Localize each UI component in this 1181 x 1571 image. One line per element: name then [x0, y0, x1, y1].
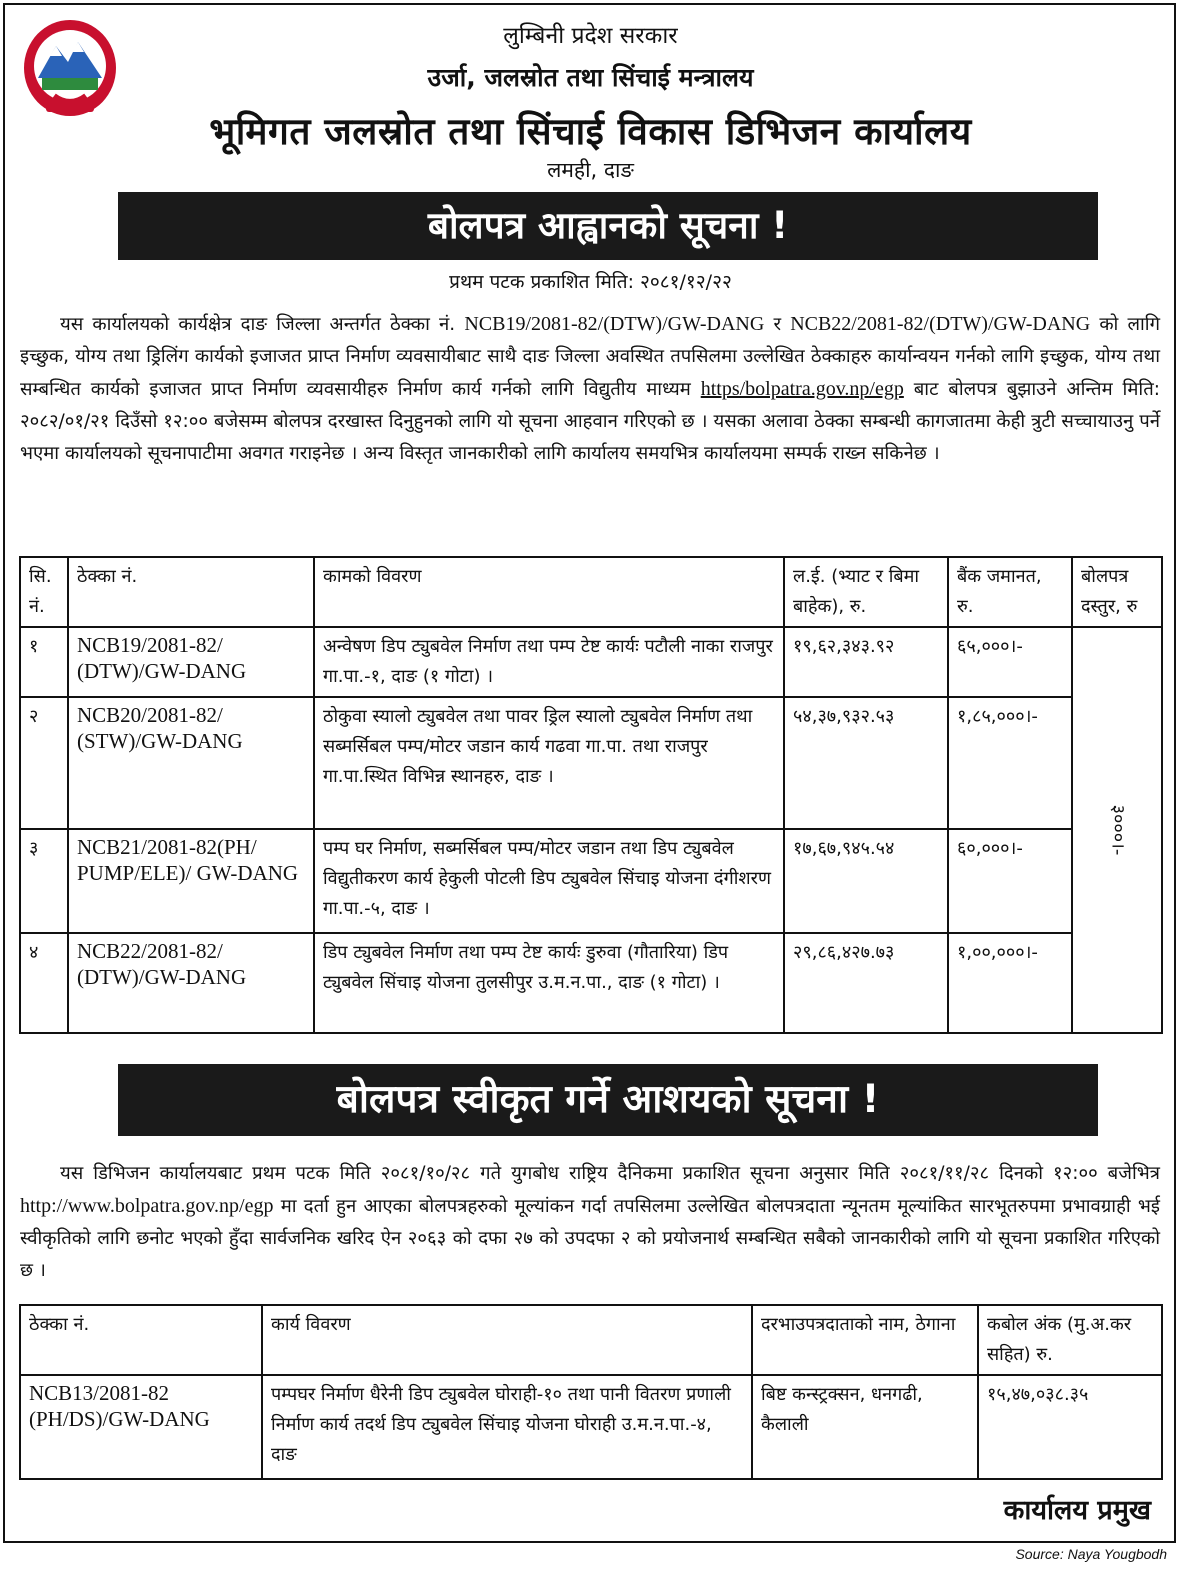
table-header-row: [20, 557, 1162, 627]
ministry-name: उर्जा, जलस्रोत तथा सिंचाई मन्त्रालय: [427, 63, 754, 92]
tender-notice-title: बोलपत्र आह्वानको सूचना !: [118, 192, 1098, 260]
contract-ref: NCB22/2081-82/(DTW)/GW-DANG: [790, 313, 1091, 335]
office-name: भूमिगत जलस्रोत तथा सिंचाई विकास डिभिजन कार्यालय: [209, 110, 972, 153]
acceptance-notice-body: यस डिभिजन कार्यालयबाट प्रथम पटक मिति २०८१/१०/२८ गते युगबोध राष्ट्रिय दैनिकमा प्रकाशित सूचना अनुसार मिति २०८१/११/२८ दिनको १२:०० बजेभित्र http://www.bolpatra.gov.np/egp मा दर्ता हुन आएका बोलपत्रहरुको मूल्यांकन गर्दा तपसिलमा उल्लेखित बोलपत्रदाता न्यूनतम मूल्यांकित सारभूतरुपमा प्रभावग्राही भई स्वीकृतिको लागि छनोट भएकाे हुँदा सार्वजनिक खरिद ऐन २०६३ को दफा २७ को उपदफा २ को प्रयोजनार्थ सम्बन्धित सबैको जानकारीको लागि यो सूचना प्रकाशित गरिएको छ ।: [20, 1163, 1160, 1281]
col-header: ल.ई. (भ्याट र बिमा बाहेक), रु.: [784, 557, 948, 627]
col-header: दरभाउपत्रदाताको नाम, ठेगाना: [752, 1305, 978, 1375]
egp-link[interactable]: http://www.bolpatra.gov.np/egp: [20, 1195, 274, 1217]
contract-ref: NCB19/2081-82/(DTW)/GW-DANG: [464, 313, 765, 335]
award-table: [19, 1304, 1163, 1480]
table-row: ३ NCB21/2081-82(PH/ PUMP/ELE)/ GW-DANG पम्प घर निर्माण, सब्मर्सिबल पम्प/मोटर जडान तथा डिप ट्युबवेल विद्युतीकरण कार्य हेकुली पोटली डिप ट्युबवेल सिंचाइ योजना दंगीशरण गा.पा.-५, दाङ । १७,६७,९४५.५४ ६०,०००।-: [20, 829, 1162, 933]
col-header: कामको विवरण: [314, 557, 784, 627]
office-location: लमही, दाङ: [547, 158, 634, 182]
egp-link[interactable]: https/bolpatra.gov.np/egp: [700, 378, 904, 400]
col-header: ठेक्का नं.: [20, 1305, 262, 1375]
table-header-row: [20, 1305, 1162, 1375]
table-row: २ NCB20/2081-82/ (STW)/GW-DANG ठोकुवा स्यालो ट्युबवेल तथा पावर ड्रिल स्यालो ट्युबवेल निर्माण तथा सब्मर्सिबल पम्प/मोटर जडान कार्य गढवा गा.पा. तथा राजपुर गा.पा.स्थित विभिन्न स्थानहरु, दाङ । ५४,३७,९३२.५३ १,८५,०००।-: [20, 697, 1162, 829]
col-header: ठेक्का नं.: [68, 557, 314, 627]
tender-fee: ३०००।-: [1072, 627, 1162, 1033]
col-header: कार्य विवरण: [262, 1305, 752, 1375]
col-header: बैंक जमानत, रु.: [948, 557, 1072, 627]
table-row: ४ NCB22/2081-82/ (DTW)/GW-DANG डिप ट्युबवेल निर्माण तथा पम्प टेष्ट कार्यः डुरुवा (गौतारिया) डिप ट्युबवेल सिंचाइ योजना तुलसीपुर उ.म.न.पा., दाङ (१ गोटा) । २९,८६,४२७.७३ १,००,०००।-: [20, 933, 1162, 1033]
table-row: NCB13/2081-82 (PH/DS)/GW-DANG पम्पघर निर्माण धैरेनी डिप ट्युबवेल घोराही-१० तथा पानी वितरण प्रणाली निर्माण कार्य तदर्थ डिप ट्युबवेल सिंचाइ योजना घोराही उ.म.न.पा.-४, दाङ बिष्ट कन्स्ट्रक्सन, धनगढी, कैलाली १५,४७,०३८.३५: [20, 1375, 1162, 1479]
table-row: १ NCB19/2081-82/ (DTW)/GW-DANG अन्वेषण डिप ट्युबवेल निर्माण तथा पम्प टेष्ट कार्यः पटौली नाका राजपुर गा.पा.-१, दाङ (१ गोटा) । १९,६२,३४३.९२ ६५,०००।- ३०००।-: [20, 627, 1162, 697]
publish-date: प्रथम पटक प्रकाशित मिति: २०८१/१२/२२: [449, 271, 732, 293]
signature: कार्यालय प्रमुख: [1003, 1495, 1151, 1526]
source-credit: Source: Naya Yougbodh: [1015, 1546, 1167, 1562]
col-header: सि. नं.: [20, 557, 68, 627]
tender-notice-body: यस कार्यालयको कार्यक्षेत्र दाङ जिल्ला अन्तर्गत ठेक्का नं. NCB19/2081-82/(DTW)/GW-DANG र NCB22/2081-82/(DTW)/GW-DANG को लागि इच्छुक, योग्य तथा ड्रिलिंग कार्यको इजाजत प्राप्त निर्माण व्यवसायीबाट साथै दाङ जिल्ला अवस्थित तपसिलमा उल्लेखित ठेक्काहरु कार्यान्वयन गर्नको लागि इच्छुक, योग्य तथा सम्बन्धित कार्यको इजाजत प्राप्त निर्माण व्यवसायीहरु निर्माण कार्य गर्नको लागि विद्युतीय माध्यम https/bolpatra.gov.np/egp बाट बोलपत्र बुझाउने अन्तिम मिति: २०८२/०१/२१ दिउँसो १२:०० बजेसम्म बोलपत्र दरखास्त दिनुहुनको लागि यो सूचना आहवान गरिएको छ । यसका अलावा ठेक्का सम्बन्धी कागजातमा केही त्रुटी सच्चायाउनु पर्ने भएमा कार्यालयको सूचनापाटीमा अवगत गराइनेछ । अन्य विस्तृत जानकारीको लागि कार्यालय समयभित्र कार्यालयमा सम्पर्क राख्न सकिनेछ ।: [20, 313, 1160, 464]
government-name: लुम्बिनी प्रदेश सरकार: [503, 23, 678, 49]
acceptance-notice-title: बोलपत्र स्वीकृत गर्ने आशयको सूचना !: [118, 1064, 1098, 1136]
col-header: कबोल अंक (मु.अ.कर सहित) रु.: [978, 1305, 1162, 1375]
tender-table: [19, 556, 1163, 1034]
col-header: बोलपत्र दस्तुर, रु: [1072, 557, 1162, 627]
